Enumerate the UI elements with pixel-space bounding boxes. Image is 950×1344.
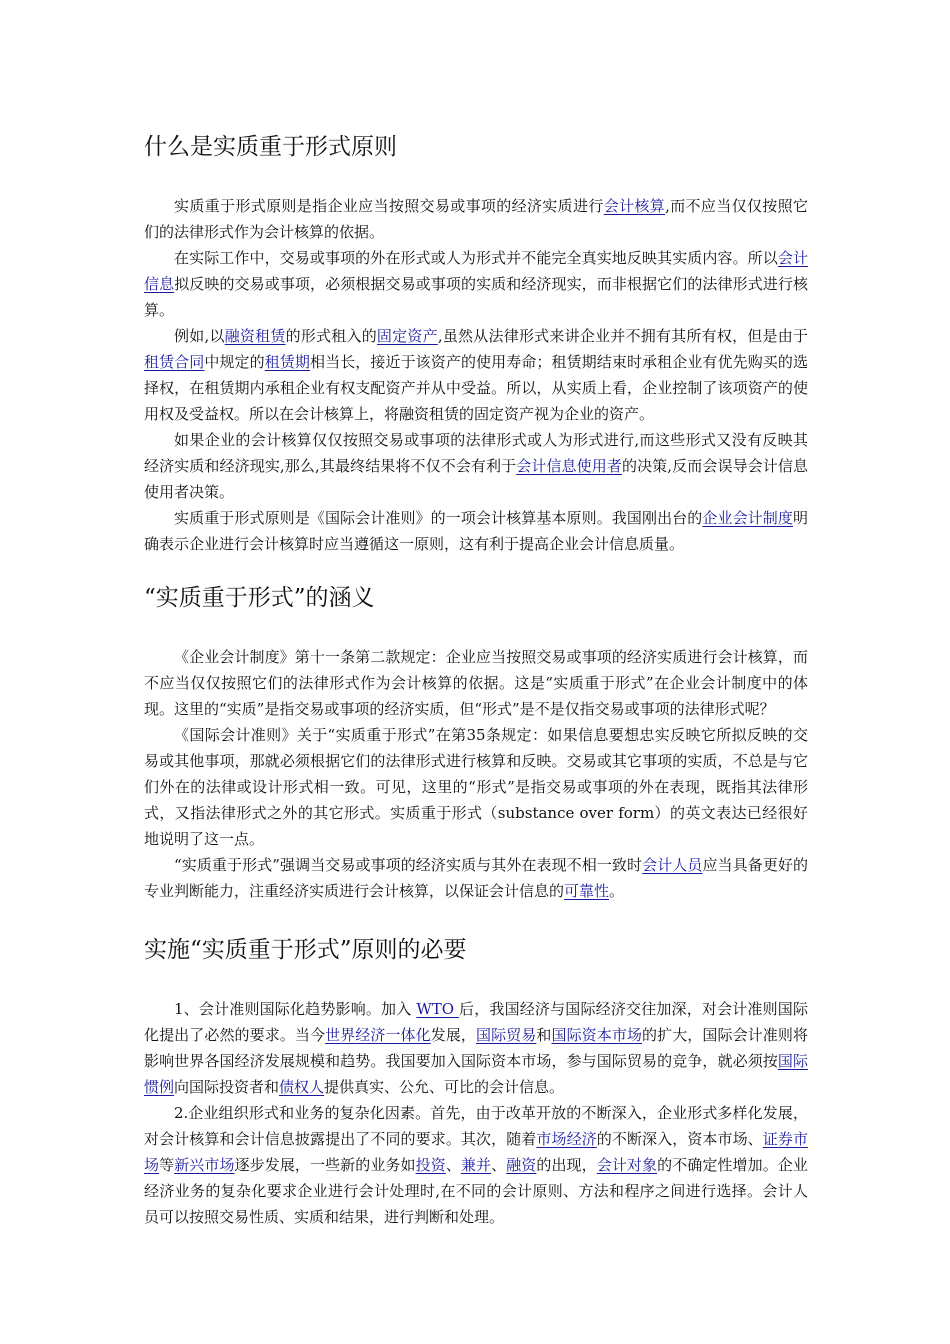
term-link[interactable]: 固定资产	[376, 327, 438, 345]
paragraph-text: 。	[609, 882, 625, 900]
paragraph-text: 2.企业组织形式和业务的复杂化因素。首先，由于改革开放的不断深入，企业形式多样化发展，对会计核算和会计信息披露提出了不同的要求。其次，随着	[144, 1104, 808, 1148]
paragraph-text: 相当长，接近于该资产的使用寿命；租赁期结束时承租企业有优先购买的选择权，在租赁期内承租企业有权支配资产并从中受益。所以，从实质上看，企业控制了该项资产的使用权及受益权。所以在会计核算上，将融资租赁的固定资产视为企业的资产。	[144, 353, 808, 423]
paragraph-text: 《企业会计制度》第十一条第二款规定：企业应当按照交易或事项的经济实质进行会计核算，而不应当仅仅按照它们的法律形式作为会计核算的依据。这是“实质重于形式”在企业会计制度中的体现。这里的“实质”是指交易或事项的经济实质，但“形式”是不是仅指交易或事项的法律形式呢？	[144, 648, 808, 718]
term-link[interactable]: 证券市场	[144, 1130, 808, 1174]
term-link[interactable]: 国际贸易	[476, 1026, 537, 1044]
paragraph-text: 实质重于形式原则是《国际会计准则》的一项会计核算基本原则。我国刚出台的	[174, 509, 703, 527]
term-link[interactable]: 会计对象	[596, 1156, 658, 1174]
paragraph-text: 的形式租入的	[285, 327, 377, 345]
paragraph	[144, 193, 808, 245]
paragraph-text: 在实际工作中，交易或事项的外在形式或人为形式并不能完全真实地反映其实质内容。所以	[174, 249, 778, 267]
term-link[interactable]: 债权人	[279, 1078, 325, 1096]
paragraph-text: 明确表示企业进行会计核算时应当遵循这一原则，这有利于提高企业会计信息质量。	[144, 509, 808, 553]
term-link[interactable]: 世界经济一体化	[325, 1026, 431, 1044]
paragraph-text: 逐步发展，一些新的业务如	[234, 1156, 416, 1174]
section-body-what-is	[144, 193, 808, 557]
paragraph-text: 中规定的	[204, 353, 265, 371]
paragraph-text: 和	[536, 1026, 552, 1044]
paragraph	[144, 644, 808, 722]
paragraph	[144, 245, 808, 323]
paragraph	[144, 323, 808, 427]
term-link[interactable]: 融资	[506, 1156, 537, 1174]
paragraph	[144, 1100, 808, 1230]
paragraph-text: 如果企业的会计核算仅仅按照交易或事项的法律形式或人为形式进行,而这些形式又没有反映其经济实质和经济现实,那么,其最终结果将不仅不会有利于	[144, 431, 808, 475]
paragraph-text: ,虽然从法律形式来讲企业并不拥有其所有权，但是由于	[437, 327, 808, 345]
paragraph-text: 等	[159, 1156, 175, 1174]
paragraph-text: 、	[445, 1156, 461, 1174]
section-body-necessity	[144, 996, 808, 1230]
section-heading-meaning: “实质重于形式”的涵义	[144, 585, 375, 611]
paragraph-text: 实质重于形式原则是指企业应当按照交易或事项的经济实质进行	[174, 197, 604, 215]
term-link[interactable]: 企业会计制度	[702, 509, 793, 527]
section-heading-what-is: 什么是实质重于形式原则	[144, 134, 397, 160]
term-link[interactable]: 融资租赁	[224, 327, 286, 345]
term-link[interactable]: 会计信息使用者	[516, 457, 622, 475]
term-link[interactable]: 会计信息	[144, 249, 808, 293]
paragraph-text: 应当具备更好的专业判断能力，注重经济实质进行会计核算，以保证会计信息的	[144, 856, 808, 900]
paragraph-text: 拟反映的交易或事项，必须根据交易或事项的实质和经济现实，而非根据它们的法律形式进行核算。	[144, 275, 808, 319]
paragraph	[144, 722, 808, 852]
section-body-meaning	[144, 644, 808, 904]
paragraph	[144, 996, 808, 1100]
term-link[interactable]: 可靠性	[564, 882, 610, 900]
term-link[interactable]: 会计核算	[603, 197, 666, 215]
paragraph-text: “实质重于形式”强调当交易或事项的经济实质与其外在表现不相一致时	[174, 856, 643, 874]
section-heading-necessity: 实施“实质重于形式”原则的必要	[144, 937, 467, 963]
paragraph-text: 后，我国经济与国际经济交往加深，对会计准则国际化提出了必然的要求。当今	[144, 1000, 808, 1044]
paragraph-text: ,而不应当仅仅按照它们的法律形式作为会计核算的依据。	[144, 197, 808, 241]
term-link[interactable]: 投资	[415, 1156, 446, 1174]
term-link[interactable]: 国际惯例	[144, 1052, 808, 1096]
paragraph	[144, 505, 808, 557]
paragraph-text: 、	[491, 1156, 507, 1174]
paragraph-text: 的不断深入，资本市场、	[596, 1130, 763, 1148]
paragraph-text: 《国际会计准则》关于“实质重于形式”在第35条规定：如果信息要想忠实反映它所拟反映的交易或其他事项，那就必须根据它们的法律形式进行核算和反映。交易或其它事项的实质，不总是与它们外在的法律或设计形式相一致。可见，这里的“形式”是指交易或事项的外在表现，既指其法律形式，又指法律形式之外的其它形式。实质重于形式（substance over form）的英文表达已经很好地说明了这一点。	[144, 726, 808, 848]
paragraph-text: 向国际投资者和	[174, 1078, 280, 1096]
term-link[interactable]: 国际资本市场	[551, 1026, 643, 1044]
paragraph-text: 的扩大，国际会计准则将影响世界各国经济发展规模和趋势。我国要加入国际资本市场，参与国际贸易的竞争，就必须按	[144, 1026, 808, 1070]
paragraph-text: 提供真实、公允、可比的会计信息。	[324, 1078, 565, 1096]
term-link[interactable]: 市场经济	[536, 1130, 597, 1148]
term-link[interactable]: 兼并	[460, 1156, 492, 1174]
paragraph-text: 例如,以	[174, 327, 225, 345]
term-link[interactable]: 租赁期	[264, 353, 311, 371]
paragraph	[144, 427, 808, 505]
term-link[interactable]: 租赁合同	[144, 353, 205, 371]
term-link[interactable]: 会计人员	[642, 856, 703, 874]
term-link[interactable]: WTO	[416, 1000, 460, 1018]
paragraph-text: 的不确定性增加。企业经济业务的复杂化要求企业进行会计处理时,在不同的会计原则、方法和程序之间进行选择。会计人员可以按照交易性质、实质和结果，进行判断和处理。	[144, 1156, 808, 1226]
paragraph-text: 1、会计准则国际化趋势影响。加入	[174, 1000, 417, 1018]
paragraph-text: 发展，	[430, 1026, 477, 1044]
paragraph-text: 的出现，	[536, 1156, 597, 1174]
paragraph-text: 的决策,反而会误导会计信息使用者决策。	[144, 457, 808, 501]
paragraph	[144, 852, 808, 904]
term-link[interactable]: 新兴市场	[174, 1156, 235, 1174]
